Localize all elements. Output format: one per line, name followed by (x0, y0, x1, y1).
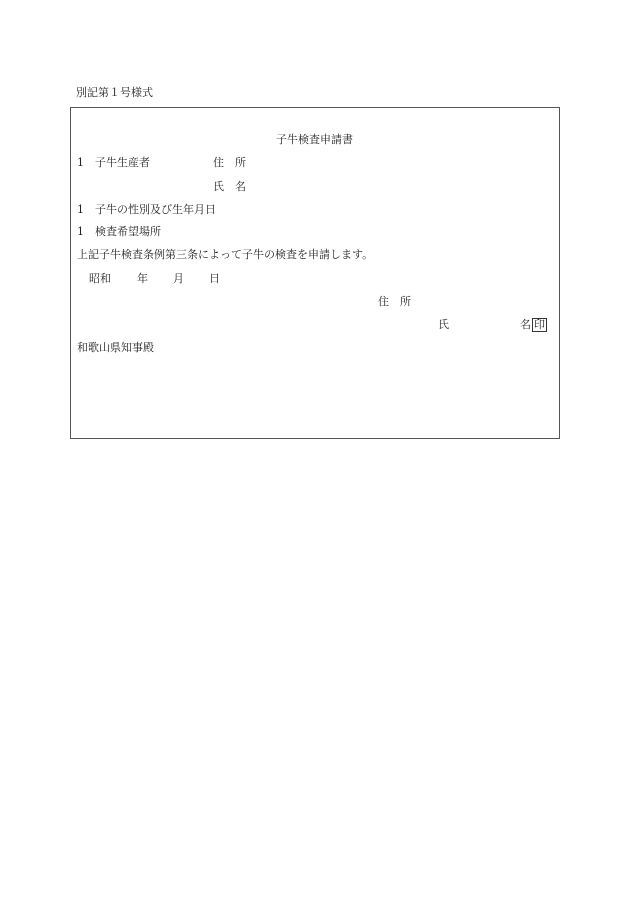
applicant-name-label-second: 名 (520, 318, 531, 331)
applicant-address-label: 住 所 (378, 295, 411, 308)
seal-mark: 印 (534, 318, 545, 331)
location-item-number: 1 (77, 225, 84, 238)
date-day: 日 (209, 272, 220, 285)
application-form (70, 107, 560, 439)
producer-label: 子牛生産者 (95, 156, 150, 169)
sex-birth-label: 子牛の性別及び生年月日 (95, 203, 216, 216)
date-month: 月 (173, 272, 184, 285)
producer-address-label: 住 所 (213, 156, 246, 169)
form-title: 子牛検査申請書 (276, 133, 353, 146)
applicant-name-label-first: 氏 (438, 318, 449, 331)
applicant-name-field (520, 318, 547, 332)
addressee: 和歌山県知事殿 (77, 341, 154, 354)
sex-birth-item-number: 1 (77, 203, 84, 216)
application-statement: 上記子牛検査条例第三条によって子牛の検査を申請します。 (77, 248, 374, 261)
date-era: 昭和 (89, 272, 111, 285)
date-year: 年 (137, 272, 148, 285)
producer-name-label: 氏 名 (213, 180, 246, 193)
producer-item-number: 1 (77, 156, 84, 169)
location-label: 検査希望場所 (95, 225, 161, 238)
form-number: 別記第１号様式 (76, 86, 153, 99)
